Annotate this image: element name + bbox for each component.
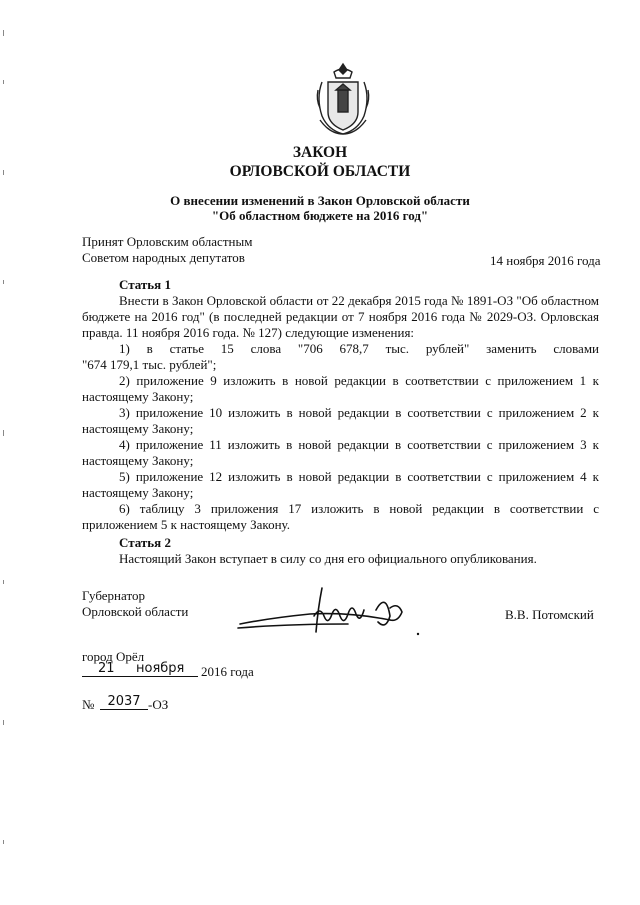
item-5-line-2: настоящему Закону;: [82, 485, 194, 500]
article-2-text: Настоящий Закон вступает в силу со дня его официального опубликования.: [119, 551, 537, 566]
item-6-line-2: приложением 5 к настоящему Закону.: [82, 517, 290, 532]
adoption-line-2: Советом народных депутатов: [82, 250, 245, 265]
date-month: ноября: [136, 661, 198, 677]
article-1-intro-line-1: Внести в Закон Орловской области от 22 декабря 2015 года № 1891-ОЗ "Об областном: [119, 293, 599, 308]
item-6-line-1: 6) таблицу 3 приложения 17 изложить в новой редакции в соответствии с: [119, 501, 599, 516]
article-1-intro-line-3: правда. 11 ноября 2016 года. № 127) следующие изменения:: [82, 325, 415, 340]
date-day: 21: [98, 661, 122, 677]
article-2-heading: Статья 2: [119, 535, 171, 550]
article-1-intro-line-2: бюджете на 2016 год" (в последней редакции от 7 ноября 2016 года № 2029-ОЗ. Орловская: [82, 309, 599, 324]
coat-of-arms-icon: [312, 60, 374, 138]
item-1-line-2: "674 179,1 тыс. рублей";: [82, 357, 217, 372]
signatory-title-2: Орловской области: [82, 604, 189, 619]
handwritten-signature: [236, 582, 426, 642]
article-1-heading: Статья 1: [119, 277, 171, 292]
subject-line-2: "Об областном бюджете на 2016 год": [211, 208, 429, 223]
adoption-date: 14 ноября 2016 года: [490, 253, 601, 268]
item-3-line-2: настоящему Закону;: [82, 421, 194, 436]
signatory-name: В.В. Потомский: [505, 607, 594, 622]
date-year: 2016 года: [201, 664, 254, 679]
item-4-line-1: 4) приложение 11 изложить в новой редакции в соответствии с приложением 3 к: [119, 437, 599, 452]
number-suffix: -ОЗ: [148, 697, 169, 712]
region-title: ОРЛОВСКОЙ ОБЛАСТИ: [229, 163, 411, 180]
number-prefix: №: [82, 697, 95, 712]
date-underline-mid: [122, 676, 136, 677]
signatory-title-1: Губернатор: [82, 588, 145, 603]
subject-line-1: О внесении изменений в Закон Орловской области: [170, 193, 470, 208]
adoption-line-1: Принят Орловским областным: [82, 234, 253, 249]
law-number: 2037: [100, 694, 148, 710]
item-2-line-1: 2) приложение 9 изложить в новой редакции в соответствии с приложением 1 к: [119, 373, 599, 388]
item-5-line-1: 5) приложение 12 изложить в новой редакции в соответствии с приложением 4 к: [119, 469, 599, 484]
city: город Орёл: [82, 649, 145, 664]
date-underline-lead: [82, 676, 98, 677]
item-2-line-2: настоящему Закону;: [82, 389, 194, 404]
item-4-line-2: настоящему Закону;: [82, 453, 194, 468]
item-1-line-1: 1) в статье 15 слова "706 678,7 тыс. рублей" заменить словами: [119, 341, 599, 356]
law-title: ЗАКОН: [292, 144, 348, 161]
item-3-line-1: 3) приложение 10 изложить в новой редакции в соответствии с приложением 2 к: [119, 405, 599, 420]
